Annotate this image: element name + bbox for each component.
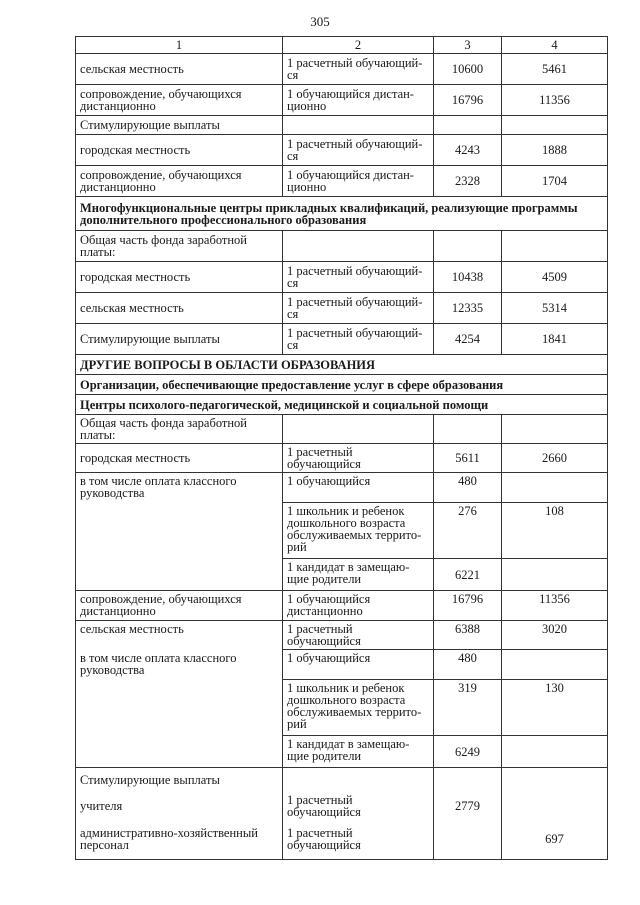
row-unit: 1 кандидат в замещаю-щие родители xyxy=(283,736,434,768)
table-row xyxy=(76,503,608,559)
row-value-4: 2660 xyxy=(502,444,608,473)
row-value-3 xyxy=(434,231,502,262)
row-unit: 1 расчетный обучающийся xyxy=(283,444,434,473)
row-unit: 1 расчетный обучающийся xyxy=(283,792,434,820)
rate-table xyxy=(75,36,608,860)
row-value-4 xyxy=(502,768,608,792)
table-row xyxy=(76,262,608,293)
row-unit: 1 расчетный обучающий-ся xyxy=(283,293,434,324)
row-label xyxy=(76,559,283,591)
table-row xyxy=(76,473,608,503)
section-row xyxy=(76,375,608,395)
table-row xyxy=(76,680,608,736)
row-value-4: 3020 xyxy=(502,621,608,650)
row-value-3 xyxy=(434,415,502,444)
table-row xyxy=(76,559,608,591)
row-value-4: 697 xyxy=(502,820,608,860)
section-title-other: ДРУГИЕ ВОПРОСЫ В ОБЛАСТИ ОБРАЗОВАНИЯ xyxy=(76,355,608,375)
row-unit xyxy=(283,768,434,792)
row-unit: 1 расчетный обучающий-ся xyxy=(283,135,434,166)
row-value-3 xyxy=(434,768,502,792)
table-row xyxy=(76,820,608,860)
table-row xyxy=(76,621,608,650)
row-value-4 xyxy=(502,559,608,591)
header-col-3: 3 xyxy=(434,37,502,54)
row-label: сопровождение, обучающихся дистанционно xyxy=(76,166,283,197)
row-value-3: 2779 xyxy=(434,792,502,820)
row-value-4: 5461 xyxy=(502,54,608,85)
row-label xyxy=(76,680,283,736)
row-label: учителя xyxy=(76,792,283,820)
row-value-3: 276 xyxy=(434,503,502,559)
table-row xyxy=(76,736,608,768)
row-label: сопровождение, обучающихся дистанционно xyxy=(76,591,283,621)
row-label: административно-хозяйственный персонал xyxy=(76,820,283,860)
row-label: в том числе оплата классного руководства xyxy=(76,650,283,680)
row-value-3: 4254 xyxy=(434,324,502,355)
row-value-3: 16796 xyxy=(434,85,502,116)
row-value-4: 1888 xyxy=(502,135,608,166)
row-unit: 1 обучающийся xyxy=(283,650,434,680)
row-value-3: 4243 xyxy=(434,135,502,166)
table-row xyxy=(76,85,608,116)
header-row xyxy=(76,37,608,54)
row-value-4: 11356 xyxy=(502,85,608,116)
table-row xyxy=(76,135,608,166)
row-value-3 xyxy=(434,820,502,860)
row-label: сельская местность xyxy=(76,54,283,85)
row-unit xyxy=(283,231,434,262)
row-value-4 xyxy=(502,792,608,820)
row-unit xyxy=(283,415,434,444)
header-col-1: 1 xyxy=(76,37,283,54)
row-unit: 1 расчетный обучающийся xyxy=(283,621,434,650)
row-value-3: 480 xyxy=(434,650,502,680)
table-row xyxy=(76,293,608,324)
row-value-4 xyxy=(502,116,608,135)
row-unit: 1 обучающийся дистан-ционно xyxy=(283,166,434,197)
row-value-3: 6249 xyxy=(434,736,502,768)
header-col-4: 4 xyxy=(502,37,608,54)
table-row xyxy=(76,768,608,792)
row-value-3: 6388 xyxy=(434,621,502,650)
row-unit: 1 расчетный обучающий-ся xyxy=(283,54,434,85)
row-value-4: 4509 xyxy=(502,262,608,293)
row-label: Стимулирующие выплаты xyxy=(76,324,283,355)
row-unit: 1 кандидат в замещаю-щие родители xyxy=(283,559,434,591)
table-row xyxy=(76,54,608,85)
row-label: сопровождение, обучающихся дистанционно xyxy=(76,85,283,116)
row-value-4 xyxy=(502,231,608,262)
header-col-2: 2 xyxy=(283,37,434,54)
section-row xyxy=(76,197,608,231)
row-unit: 1 обучающийся дистанционно xyxy=(283,591,434,621)
row-unit: 1 расчетный обучающий-ся xyxy=(283,324,434,355)
table-row xyxy=(76,591,608,621)
row-label: городская местность xyxy=(76,262,283,293)
row-value-3: 12335 xyxy=(434,293,502,324)
row-unit xyxy=(283,116,434,135)
row-unit: 1 расчетный обучающийся xyxy=(283,820,434,860)
table-row xyxy=(76,231,608,262)
section-title-multifunctional: Многофункциональные центры прикладных квалификаций, реализующие программы дополнительного профессионального образования xyxy=(76,197,608,231)
table-row xyxy=(76,324,608,355)
row-value-4 xyxy=(502,415,608,444)
row-label: сельская местность xyxy=(76,293,283,324)
row-value-4 xyxy=(502,473,608,503)
row-label: городская местность xyxy=(76,135,283,166)
row-value-4: 1704 xyxy=(502,166,608,197)
section-title-orgs: Организации, обеспечивающие предоставление услуг в сфере образования xyxy=(76,375,608,395)
row-label xyxy=(76,503,283,559)
page-number: 305 xyxy=(310,14,330,29)
section-row xyxy=(76,395,608,415)
row-unit: 1 школьник и ребенок дошкольного возраста обслуживаемых террито-рий xyxy=(283,503,434,559)
table-row xyxy=(76,415,608,444)
row-value-3: 319 xyxy=(434,680,502,736)
table-row xyxy=(76,166,608,197)
row-value-3: 6221 xyxy=(434,559,502,591)
row-value-3: 10438 xyxy=(434,262,502,293)
row-value-4 xyxy=(502,736,608,768)
table-row xyxy=(76,792,608,820)
row-unit: 1 обучающийся дистан-ционно xyxy=(283,85,434,116)
row-label: городская местность xyxy=(76,444,283,473)
table-row xyxy=(76,116,608,135)
row-value-4: 108 xyxy=(502,503,608,559)
row-value-4 xyxy=(502,650,608,680)
section-title-centers: Центры психолого-педагогической, медицинской и социальной помощи xyxy=(76,395,608,415)
row-value-3: 5611 xyxy=(434,444,502,473)
table-row xyxy=(76,650,608,680)
row-value-4: 1841 xyxy=(502,324,608,355)
row-label: Стимулирующие выплаты xyxy=(76,116,283,135)
row-label xyxy=(76,736,283,768)
row-value-4: 11356 xyxy=(502,591,608,621)
row-value-3: 480 xyxy=(434,473,502,503)
row-value-4: 5314 xyxy=(502,293,608,324)
row-unit: 1 обучающийся xyxy=(283,473,434,503)
row-value-3: 16796 xyxy=(434,591,502,621)
table-row xyxy=(76,444,608,473)
row-value-4: 130 xyxy=(502,680,608,736)
row-unit: 1 расчетный обучающий-ся xyxy=(283,262,434,293)
row-label: Общая часть фонда заработной платы: xyxy=(76,231,283,262)
section-row xyxy=(76,355,608,375)
row-label: в том числе оплата классного руководства xyxy=(76,473,283,503)
row-unit: 1 школьник и ребенок дошкольного возраста обслуживаемых террито-рий xyxy=(283,680,434,736)
row-value-3: 2328 xyxy=(434,166,502,197)
row-value-3 xyxy=(434,116,502,135)
row-value-3: 10600 xyxy=(434,54,502,85)
row-label: Стимулирующие выплаты xyxy=(76,768,283,792)
row-label: Общая часть фонда заработной платы: xyxy=(76,415,283,444)
row-label: сельская местность xyxy=(76,621,283,650)
